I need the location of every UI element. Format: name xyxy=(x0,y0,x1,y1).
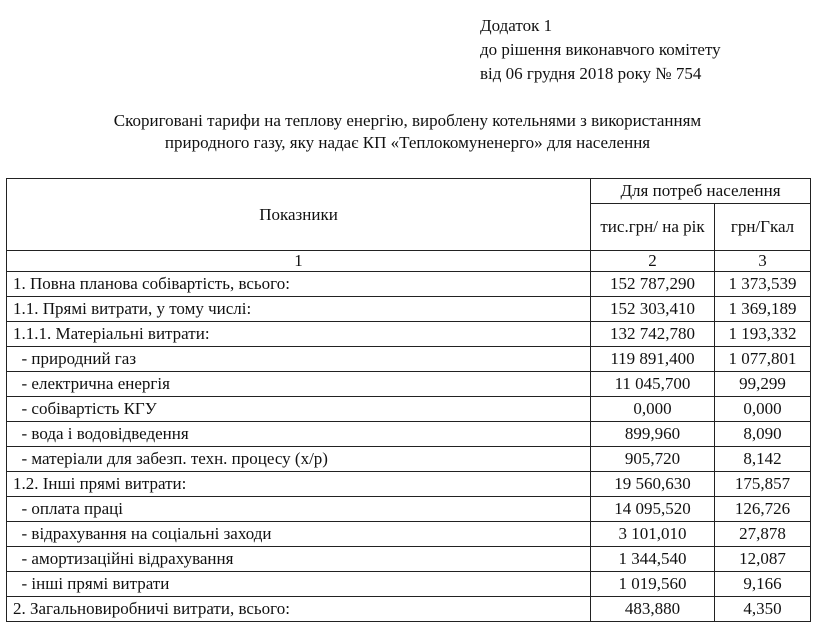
row-uah-per-gcal: 1 373,539 xyxy=(715,272,811,297)
table-row xyxy=(7,322,811,347)
row-thousand-uah-year: 1 344,540 xyxy=(591,547,715,572)
row-label: 1.2. Інші прямі витрати: xyxy=(7,472,591,497)
row-uah-per-gcal: 126,726 xyxy=(715,497,811,522)
table-row xyxy=(7,522,811,547)
row-uah-per-gcal: 0,000 xyxy=(715,397,811,422)
row-label: - електрична енергія xyxy=(7,372,591,397)
table-row xyxy=(7,572,811,597)
row-thousand-uah-year: 899,960 xyxy=(591,422,715,447)
header-population-needs: Для потреб населення xyxy=(591,179,811,204)
row-uah-per-gcal: 1 193,332 xyxy=(715,322,811,347)
row-label: - відрахування на соціальні заходи xyxy=(7,522,591,547)
row-label: - оплата праці xyxy=(7,497,591,522)
row-label: 1. Повна планова собівартість, всього: xyxy=(7,272,591,297)
table-row xyxy=(7,597,811,622)
row-uah-per-gcal: 99,299 xyxy=(715,372,811,397)
column-index-1: 1 xyxy=(7,251,591,272)
row-thousand-uah-year: 0,000 xyxy=(591,397,715,422)
annex-header xyxy=(480,14,721,86)
row-uah-per-gcal: 1 077,801 xyxy=(715,347,811,372)
table-row xyxy=(7,347,811,372)
row-thousand-uah-year: 152 787,290 xyxy=(591,272,715,297)
row-uah-per-gcal: 27,878 xyxy=(715,522,811,547)
annex-line-3: від 06 грудня 2018 року № 754 xyxy=(480,64,702,83)
row-uah-per-gcal: 8,142 xyxy=(715,447,811,472)
table-row xyxy=(7,372,811,397)
table-row xyxy=(7,422,811,447)
table-row xyxy=(7,397,811,422)
row-label: 1.1.1. Матеріальні витрати: xyxy=(7,322,591,347)
table-row xyxy=(7,497,811,522)
row-thousand-uah-year: 905,720 xyxy=(591,447,715,472)
row-uah-per-gcal: 4,350 xyxy=(715,597,811,622)
table-row xyxy=(7,272,811,297)
row-label: - амортизаційні відрахування xyxy=(7,547,591,572)
header-thousand-uah-year: тис.грн/ на рік xyxy=(591,204,715,251)
row-thousand-uah-year: 3 101,010 xyxy=(591,522,715,547)
title-line-1: Скориговані тарифи на теплову енергію, вироблену котельнями з використанням xyxy=(113,111,702,130)
row-thousand-uah-year: 483,880 xyxy=(591,597,715,622)
table-row xyxy=(7,547,811,572)
table-row xyxy=(7,472,811,497)
annex-line-2: до рішення виконавчого комітету xyxy=(480,40,721,59)
table-row xyxy=(7,447,811,472)
column-index-row xyxy=(7,251,811,272)
document-title xyxy=(0,110,815,154)
row-uah-per-gcal: 1 369,189 xyxy=(715,297,811,322)
row-thousand-uah-year: 1 019,560 xyxy=(591,572,715,597)
annex-line-1: Додаток 1 xyxy=(480,16,553,35)
table-row xyxy=(7,297,811,322)
row-thousand-uah-year: 152 303,410 xyxy=(591,297,715,322)
row-uah-per-gcal: 9,166 xyxy=(715,572,811,597)
title-line-2: природного газу, яку надає КП «Теплокомуненерго» для населення xyxy=(164,133,651,152)
row-thousand-uah-year: 14 095,520 xyxy=(591,497,715,522)
column-index-2: 2 xyxy=(591,251,715,272)
column-index-3: 3 xyxy=(715,251,811,272)
row-label: 1.1. Прямі витрати, у тому числі: xyxy=(7,297,591,322)
header-row-1 xyxy=(7,179,811,204)
row-thousand-uah-year: 19 560,630 xyxy=(591,472,715,497)
tariff-table xyxy=(6,178,811,622)
row-label: - собівартість КГУ xyxy=(7,397,591,422)
row-label: - матеріали для забезп. техн. процесу (х/р) xyxy=(7,447,591,472)
header-uah-per-gcal: грн/Гкал xyxy=(715,204,811,251)
row-label: 2. Загальновиробничі витрати, всього: xyxy=(7,597,591,622)
row-thousand-uah-year: 11 045,700 xyxy=(591,372,715,397)
row-thousand-uah-year: 119 891,400 xyxy=(591,347,715,372)
row-label: - природний газ xyxy=(7,347,591,372)
row-thousand-uah-year: 132 742,780 xyxy=(591,322,715,347)
row-uah-per-gcal: 175,857 xyxy=(715,472,811,497)
row-uah-per-gcal: 8,090 xyxy=(715,422,811,447)
row-uah-per-gcal: 12,087 xyxy=(715,547,811,572)
row-label: - інші прямі витрати xyxy=(7,572,591,597)
header-indicators: Показники xyxy=(7,179,591,251)
row-label: - вода і водовідведення xyxy=(7,422,591,447)
